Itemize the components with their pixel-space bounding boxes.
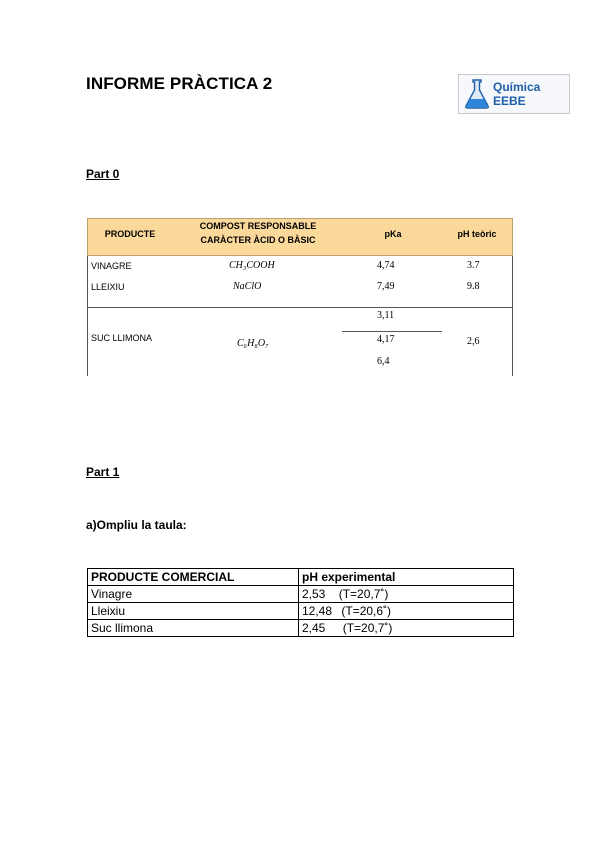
ph-value: 12,48 bbox=[302, 604, 333, 618]
cell-pka-vinagre: 4,74 bbox=[377, 260, 395, 271]
row-divider bbox=[87, 307, 513, 308]
ph-value: 2,53 bbox=[302, 587, 326, 601]
cell-product: Suc llimona bbox=[88, 620, 299, 637]
cell-product: Vinagre bbox=[88, 586, 299, 603]
col-header-producte: PRODUCTE bbox=[104, 229, 156, 239]
part1-table bbox=[87, 568, 514, 637]
col-header-ph-experimental: pH experimental bbox=[299, 569, 514, 586]
flask-icon bbox=[464, 78, 490, 110]
cell-compound-suc-llimona: C₆H₈O₇ bbox=[237, 338, 269, 349]
logo-text-eebe: EEBE bbox=[493, 94, 526, 108]
cell-product-suc-llimona: SUC LLIMONA bbox=[91, 333, 153, 343]
temperature: (T=20,7˚) bbox=[338, 587, 389, 601]
cell-ph-experimental bbox=[299, 620, 514, 637]
part0-heading: Part 0 bbox=[86, 167, 120, 181]
table-border-right bbox=[512, 256, 513, 376]
cell-pka-lleixiu: 7,49 bbox=[377, 281, 395, 292]
cell-compound-vinagre: CH₃COOH bbox=[229, 260, 275, 271]
table-row bbox=[88, 620, 514, 637]
cell-pka-suc-llimona-2: 4,17 bbox=[377, 334, 395, 345]
part0-table bbox=[87, 218, 513, 376]
cell-ph-vinagre: 3.7 bbox=[467, 260, 480, 271]
cell-product-vinagre: VINAGRE bbox=[91, 261, 132, 271]
cell-product: Lleixiu bbox=[88, 603, 299, 620]
cell-pka-suc-llimona-3: 6,4 bbox=[377, 356, 390, 367]
cell-ph-lleixiu: 9.8 bbox=[467, 281, 480, 292]
table-row bbox=[88, 586, 514, 603]
col-header-ph-teoric: pH teòric bbox=[457, 229, 497, 239]
cell-pka-suc-llimona-1: 3,11 bbox=[377, 310, 395, 321]
logo-text-quimica: Química bbox=[493, 80, 541, 94]
col-header-compost: COMPOST RESPONSABLE bbox=[199, 221, 317, 231]
cell-product-lleixiu: LLEIXIU bbox=[91, 282, 125, 292]
part1-instruction: a)Ompliu la taula: bbox=[86, 518, 187, 532]
col-header-producte-comercial: PRODUCTE COMERCIAL bbox=[88, 569, 299, 586]
cell-ph-experimental bbox=[299, 603, 514, 620]
temperature: (T=20,6˚) bbox=[341, 604, 392, 618]
col-header-caracter: CARÀCTER ÀCID O BÀSIC bbox=[200, 235, 316, 245]
part1-heading: Part 1 bbox=[86, 465, 120, 479]
table-row bbox=[88, 603, 514, 620]
pka-divider bbox=[342, 331, 442, 332]
ph-value: 2,45 bbox=[302, 621, 326, 635]
table-header-row bbox=[88, 569, 514, 586]
cell-compound-lleixiu: NaClO bbox=[233, 281, 262, 292]
cell-ph-experimental bbox=[299, 586, 514, 603]
cell-ph-suc-llimona: 2,6 bbox=[467, 336, 480, 347]
quimica-eebe-logo bbox=[458, 74, 570, 114]
table-border-left bbox=[87, 256, 88, 376]
col-header-pka: pKa bbox=[384, 229, 402, 239]
page-title: INFORME PRÀCTICA 2 bbox=[86, 74, 273, 93]
temperature: (T=20,7˚) bbox=[342, 621, 393, 635]
